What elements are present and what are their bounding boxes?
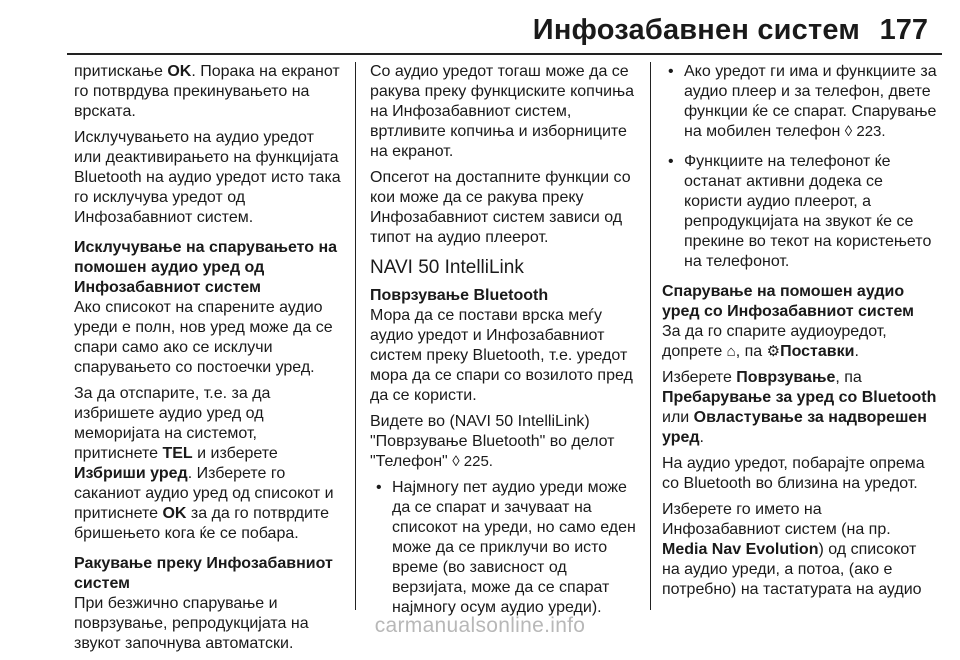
paragraph: Ако списокот на спарените аудио уреди е полн, нов уред може да се спари само ако се исклучи спарувањето со постоечки уред.: [74, 299, 333, 376]
section-heading: Ракување преку Инфозабавниот систем: [74, 555, 333, 592]
page-header: [0, 0, 960, 56]
paragraph: На аудио уредот, побарајте опрема со Bluetooth во близина на уредот.: [662, 455, 925, 492]
list-item: • Најмногу пет аудио уреди може да се спарат и зачуваат на списокот на уреди, но само еден може да се приклучи во исто време (во зависност од верзијата, може да се спарат најмногу осум аудио уреди).: [370, 478, 638, 618]
section-heading: Поврзување Bluetooth: [370, 287, 549, 304]
paragraph: При безжично спарување и поврзување, репродукцијата на звукот започнува автоматски.: [74, 595, 309, 652]
home-icon: ⌂: [726, 343, 736, 360]
bullet-list: [370, 478, 638, 618]
paragraph: За да отспарите, т.е. за да избришете аудио уред од меморијата на системот, притиснете TEL и изберете Избриши уред. Изберете го саканиот аудио уред од списокот и притиснете OK за да го потврдите бришењето кога ќе се побара.: [74, 385, 334, 542]
section-title: NAVI 50 IntelliLink: [370, 257, 524, 278]
paragraph: Опсегот на достапните функции со кои може да се ракува преку Инфозабавниот систем зависи од типот на аудио плеерот.: [370, 169, 631, 246]
page-number: 177: [879, 14, 928, 46]
section-heading: Исклучување на спарувањето на помошен аудио уред од Инфозабавниот систем: [74, 239, 338, 296]
watermark: carmanualsonline.info: [374, 614, 586, 637]
header-rule: [67, 53, 942, 55]
paragraph: Видете во (NAVI 50 IntelliLink) "Поврзување Bluetooth" во делот "Телефон" ◊ 225.: [370, 413, 615, 470]
column-divider: [650, 62, 651, 610]
list-item: • Ако уредот ги има и функциите за аудио плеер и за телефон, двете функции ќе се спарат. Спарување на мобилен телефон ◊ 223.: [662, 62, 937, 142]
column-divider: [355, 62, 356, 610]
list-item: • Функциите на телефонот ќе останат активни додека се користи аудио плеерот, а репродукцијата на звукот ќе се прекине во текот на користењето на телефонот.: [662, 152, 937, 272]
paragraph: За да го спарите аудиоуредот, допрете ⌂, па ⚙Поставки.: [662, 323, 887, 360]
gear-icon: ⚙: [766, 343, 781, 360]
section-heading: Спарување на помошен аудио уред со Инфозабавниот систем: [662, 283, 914, 320]
paragraph: Изберете го името на Инфозабавниот систем (на пр. Media Nav Evolution) од списокот на аудио уреди, а потоа, (ако е потребно) на тастатурата на аудио: [662, 501, 922, 598]
column-2: [370, 62, 638, 628]
page-reference[interactable]: ◊ 223.: [844, 123, 886, 140]
page-reference[interactable]: ◊ 225.: [452, 453, 493, 470]
column-3: [662, 62, 937, 606]
paragraph: Мора да се постави врска меѓу аудио уредот и Инфозабавниот систем преку Bluetooth, т.е. уредот мора да се спари со возилото пред да се користи.: [370, 307, 633, 404]
paragraph: Изберете Поврзување, па Пребарување за уред со Bluetooth или Овластување за надворешен уред.: [662, 369, 937, 446]
bullet-list: [662, 62, 937, 272]
column-1: [74, 62, 344, 660]
paragraph: Исклучувањето на аудио уредот или деактивирањето на функцијата Bluetooth на аудио уредот исто така го исклучува уредот од Инфозабавниот систем.: [74, 129, 341, 226]
paragraph: Со аудио уредот тогаш може да се ракува преку функциските копчиња на Инфозабавниот систем, вртливите копчиња и изборниците на екранот.: [370, 63, 634, 160]
page-title: Инфозабавнен систем: [532, 14, 860, 46]
paragraph: притискање OK. Порака на екранот го потврдува прекинувањето на врската.: [74, 63, 340, 120]
